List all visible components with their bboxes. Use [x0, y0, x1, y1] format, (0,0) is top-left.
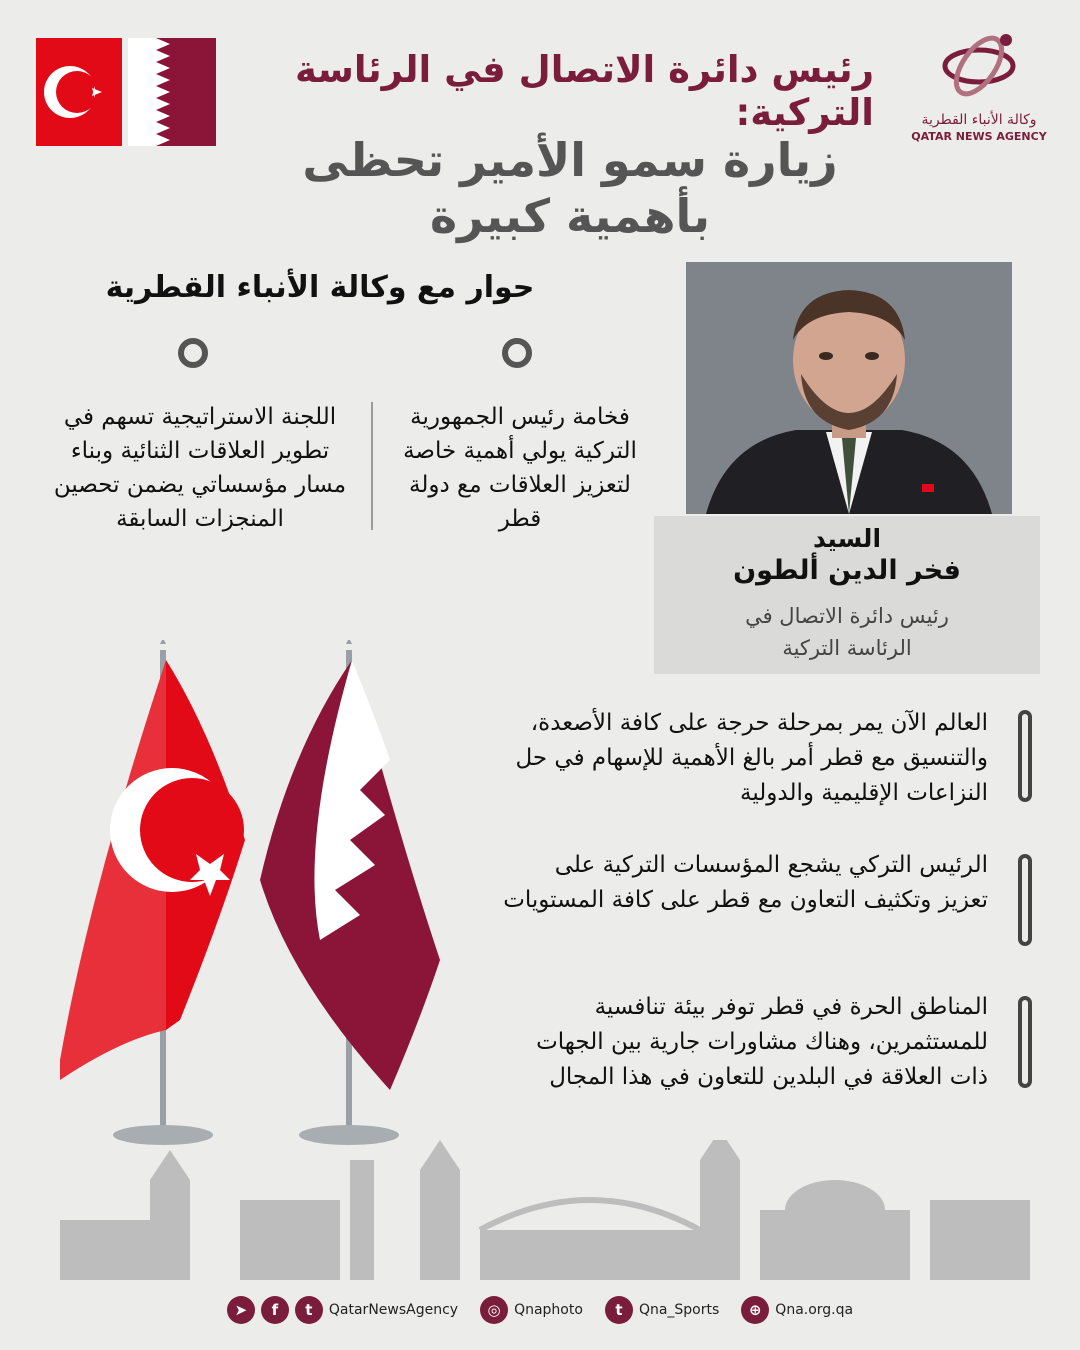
headline-line1: رئيس دائرة الاتصال في الرئاسة التركية:: [295, 48, 874, 134]
point-marker-1: [502, 338, 532, 368]
qna-atom-icon: [934, 28, 1024, 100]
globe-icon: ⊕: [741, 1296, 769, 1324]
social-instagram-handle: Qnaphoto: [514, 1302, 583, 1318]
point-marker-2: [178, 338, 208, 368]
facebook-icon: f: [261, 1296, 289, 1324]
bullet-text-3: المناطق الحرة في قطر توفر بيئة تنافسية للمستثمرين، وهناك مشاورات جارية بين الجهات ذات العلاقة في البلدين للتعاون في هذا المجال: [536, 994, 988, 1090]
instagram-icon: ◎: [480, 1296, 508, 1324]
social-instagram[interactable]: [480, 1296, 583, 1324]
bullet-bar-3: [1018, 996, 1032, 1088]
logo-name-ar: وكالة الأنباء القطرية: [921, 112, 1037, 128]
social-website[interactable]: [741, 1296, 853, 1324]
interview-subtitle: حوار مع وكالة الأنباء القطرية: [105, 270, 535, 305]
skyline-icon: [0, 1140, 1080, 1280]
person-honorific: السيد: [812, 524, 882, 553]
person-name: فخر الدين ألطون: [733, 555, 961, 586]
bullet-bar-2: [1018, 854, 1032, 946]
bullet-bar-1: [1018, 710, 1032, 802]
bullet-text-2: الرئيس التركي يشجع المؤسسات التركية على تعزيز وتكثيف التعاون مع قطر على كافة المستويات: [503, 852, 988, 913]
logo-name-en: QATAR NEWS AGENCY: [911, 130, 1047, 143]
twitter-icon: t: [295, 1296, 323, 1324]
social-sports[interactable]: [605, 1296, 719, 1324]
social-main[interactable]: [227, 1296, 458, 1324]
portrait-icon: [686, 262, 1012, 514]
point-text-2: اللجنة الاستراتيجية تسهم في تطوير العلاقات الثنائية وبناء مسار مؤسساتي يضمن تحصين المنجزات السابقة: [53, 404, 347, 532]
person-namebox: [654, 516, 1040, 674]
social-sports-handle: Qna_Sports: [638, 1302, 720, 1318]
flags-illustration: [60, 640, 480, 1160]
social-main-handle: QatarNewsAgency: [328, 1302, 459, 1318]
city-skyline: [0, 1140, 1080, 1280]
social-website-handle: Qna.org.qa: [775, 1302, 854, 1318]
twitter-icon: t: [605, 1296, 633, 1324]
headline-line2: زيارة سمو الأمير تحظى بأهمية كبيرة: [302, 133, 838, 243]
points-divider: [371, 402, 373, 530]
point-text-1: فخامة رئيس الجمهورية التركية يولي أهمية خاصة لتعزيز العلاقات مع دولة قطر: [403, 404, 637, 532]
person-photo: [686, 262, 1012, 514]
qna-logo: [904, 28, 1054, 158]
telegram-icon: ➤: [227, 1296, 255, 1324]
footer-social: [200, 1290, 880, 1330]
person-role: رئيس دائرة الاتصال في الرئاسة التركية: [745, 604, 949, 660]
standing-flags-icon: [60, 640, 480, 1160]
bullet-text-1: العالم الآن يمر بمرحلة حرجة على كافة الأصعدة، والتنسيق مع قطر أمر بالغ الأهمية للإسهام في حل النزاعات الإقليمية والدولية: [515, 710, 988, 806]
